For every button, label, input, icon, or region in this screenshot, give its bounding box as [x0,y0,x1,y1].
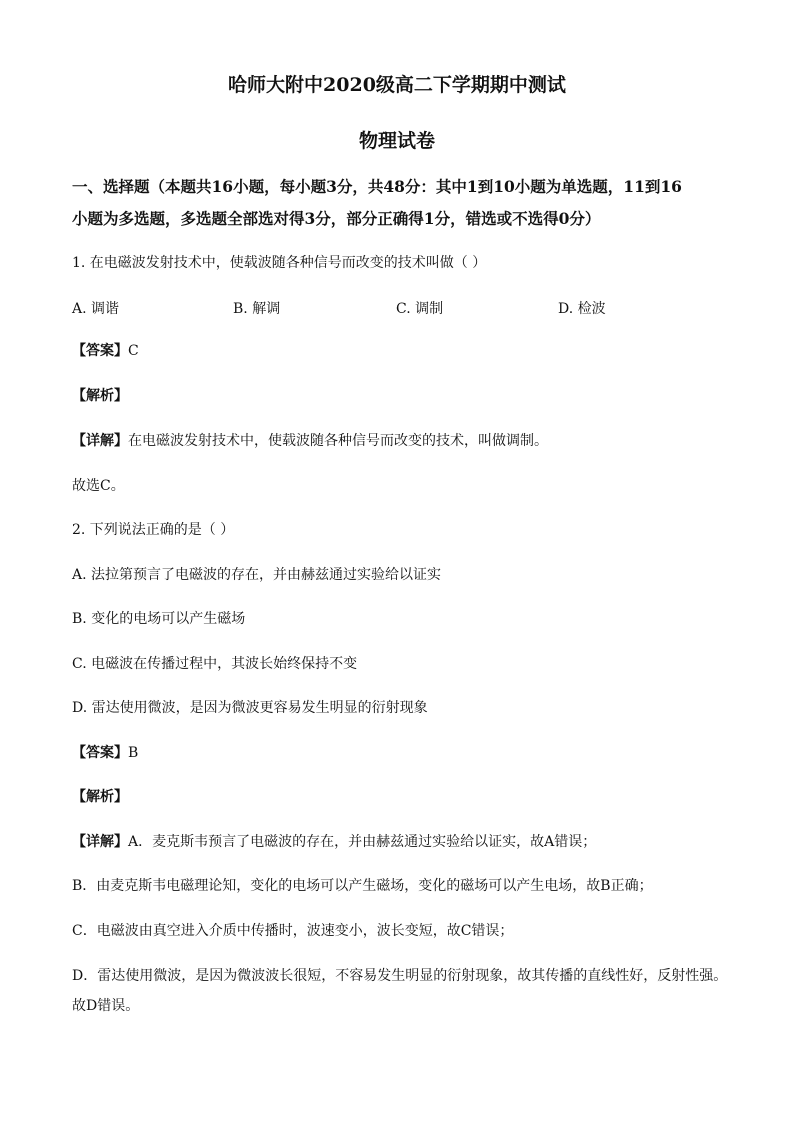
question-1-answer [72,342,732,360]
question-1-option-d: D. 检波 [558,301,606,317]
exam-subtitle: 物理试卷 [358,130,435,152]
question-2-option-a: A. 法拉第预言了电磁波的存在，并由赫兹通过实验给以证实 [72,567,442,583]
question-1-option-a: A. 调谐 [72,301,120,317]
answer-tag: 【答案】 [72,745,128,761]
question-1-analysis [72,387,732,405]
section-heading-line-1: 一、选择题（本题共16小题，每小题3分，共48分：其中1到10小题为单选题，11到16 [72,177,682,196]
exam-title: 哈师大附中2020级高二下学期期中测试 [228,74,566,96]
detail-tag: 【详解】 [72,433,128,449]
question-2-option-b: B. 变化的电场可以产生磁场 [72,611,246,627]
question-1-conclusion: 故选C。 [72,478,125,494]
question-2-stem: 2. 下列说法正确的是（ ） [72,522,235,538]
analysis-tag: 【解析】 [72,789,128,805]
answer-value: B [128,745,139,761]
question-2-option-c: C. 电磁波在传播过程中，其波长始终保持不变 [72,656,358,672]
question-1-option-c: C. 调制 [396,301,444,317]
question-2-answer [72,744,732,762]
question-1-option-b: B. 解调 [233,301,281,317]
question-2-detail-c: C．电磁波由真空进入介质中传播时，波速变小，波长变短，故C错误； [72,923,514,939]
detail-tag: 【详解】 [72,834,128,850]
question-2-detail-a [72,833,732,851]
question-2-option-d: D. 雷达使用微波，是因为微波更容易发生明显的衍射现象 [72,700,428,716]
question-1-stem: 1. 在电磁波发射技术中，使载波随各种信号而改变的技术叫做（ ） [72,255,487,271]
detail-text: A．麦克斯韦预言了电磁波的存在，并由赫兹通过实验给以证实，故A错误； [128,834,597,850]
question-2-detail-b: B．由麦克斯韦电磁理论知，变化的电场可以产生磁场，变化的磁场可以产生电场，故B正确； [72,878,653,894]
question-2-detail-d-line-1: D．雷达使用微波，是因为微波波长很短，不容易发生明显的衍射现象，故其传播的直线性好，反射性强。 [72,968,728,984]
answer-value: C [128,343,139,359]
question-2-analysis [72,788,732,806]
question-1-options [72,298,732,316]
analysis-tag: 【解析】 [72,388,128,404]
question-1-detail [72,432,732,450]
question-2-detail-d-line-2: 故D错误。 [72,998,140,1014]
detail-text: 在电磁波发射技术中，使载波随各种信号而改变的技术，叫做调制。 [128,433,548,449]
section-heading-line-2: 小题为多选题，多选题全部选对得3分，部分正确得1分，错选或不选得0分） [72,209,601,228]
answer-tag: 【答案】 [72,343,128,359]
